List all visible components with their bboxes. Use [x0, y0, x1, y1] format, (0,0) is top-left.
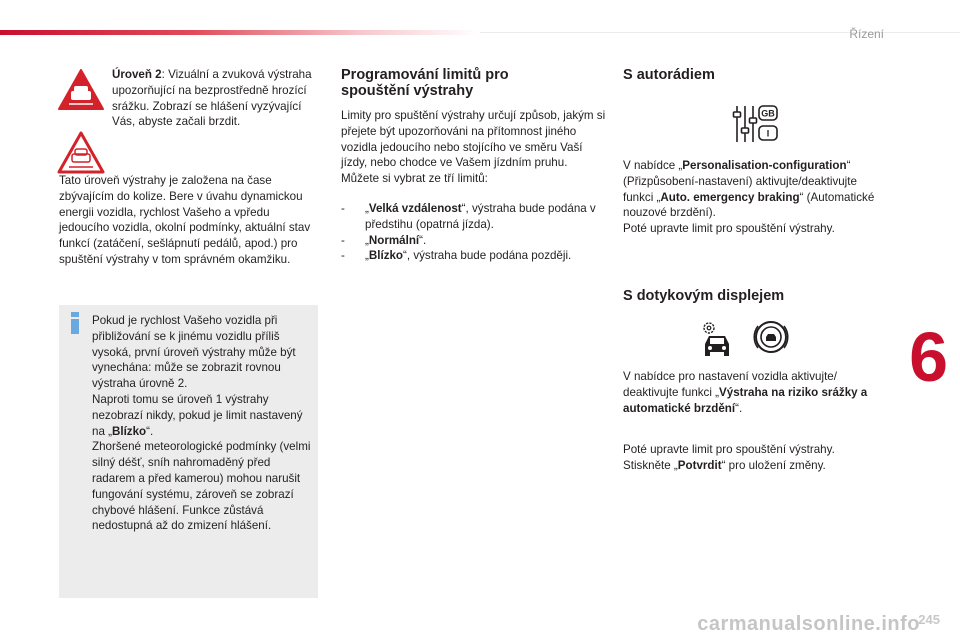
radio-icon-gb-label: GB — [761, 108, 775, 119]
info-box — [59, 305, 318, 598]
info-paragraph-1: Pokud je rychlost Vašeho vozidla při přibližování se k jinému vozidlu příliš vysoká, první úroveň výstrahy může být vynechána: může se zobrazit rovnou výstraha úrovně 2. — [92, 314, 296, 391]
info-text — [92, 313, 316, 534]
option-pre: „ — [365, 249, 369, 263]
section-title: Řízení — [849, 27, 884, 41]
touch-function-name: Výstraha na riziko srážky a automatické brzdění — [623, 385, 868, 415]
option-desc: “, výstraha bude podána v předstihu (opatrná jízda). — [365, 202, 596, 231]
option-desc: “, výstraha bude podána později. — [403, 249, 572, 263]
touch-t5: “ pro uložení změny. — [721, 458, 826, 472]
touchscreen-heading: S dotykovým displejem — [623, 288, 785, 304]
threshold-intro-text: Limity pro spuštění výstrahy určují způsob, jakým si přejete být upozorňováni na přítomnost jiného vozidla jedoucího nebo stojícího ve směru Vaší jízdy, nebo chodce ve Vašem jízdním pruhu. — [341, 109, 606, 170]
threshold-choose-text: Můžete si vybrat ze tří limitů: — [341, 172, 488, 186]
page-number: 245 — [918, 612, 940, 627]
list-item — [341, 233, 613, 249]
threshold-heading: Programování limitů pro spouštění výstrahy — [341, 67, 509, 99]
touch-confirm-text — [623, 458, 888, 474]
list-dash: - — [341, 249, 345, 263]
level2-label: Úroveň 2 — [112, 68, 162, 81]
option-pre: „ — [365, 202, 369, 215]
info-paragraph-2 — [92, 392, 316, 439]
chapter-number: 6 — [909, 318, 948, 396]
info-p2-pre: Naproti tomu se úroveň 1 výstrahy nezobrazí nikdy, pokud je limit nastavený na „ — [92, 392, 303, 438]
info-paragraph-3: Zhoršené meteorologické podmínky (velmi silný déšť, sníh nahromaděný před radarem a před kamerou) mohou narušit fungování systému, zároveň se zobrazí chybové hlášení. Funkce zůstává nedostupná až do zmizení hlášení. — [92, 440, 311, 533]
info-p2-bold: Blízko — [111, 424, 147, 438]
watermark: carmanualsonline.info — [697, 613, 920, 635]
list-dash: - — [341, 233, 345, 247]
radio-t1: V nabídce „ — [623, 159, 683, 172]
radio-menu-text — [623, 158, 888, 221]
list-item — [341, 248, 613, 264]
touch-menu-text — [623, 369, 888, 416]
option-name: Blízko — [368, 249, 404, 263]
confirm-label: Potvrdit — [677, 458, 722, 472]
list-item — [341, 201, 613, 233]
collision-braking-icon — [754, 322, 788, 352]
option-pre: „ — [365, 233, 369, 247]
settings-sliders-icon — [731, 104, 779, 144]
threshold-options — [341, 201, 613, 264]
level2-description — [112, 67, 312, 130]
level2-text: : Vizuální a zvuková výstraha upozorňující na bezprostředně hrozící srážku. Zobrazí se hlášení vyzývající Vás, abyste začali brzdit. — [112, 68, 312, 129]
touch-t4: Stiskněte „ — [623, 458, 678, 472]
radio-t3: “ (Automatické nouzové brzdění). — [623, 190, 875, 220]
radio-menu-name: Personalisation-configuration — [682, 159, 847, 172]
header-divider — [480, 32, 960, 33]
option-desc: “. — [419, 233, 427, 247]
radio-function-name: Auto. emergency braking — [660, 190, 800, 204]
radio-t2: “ (Přizpůsobení-nastavení) aktivujte/deaktivujte funkci „ — [623, 159, 857, 204]
touchscreen-confirm — [623, 442, 888, 474]
touchscreen-instructions — [623, 369, 888, 416]
header-accent-bar — [0, 30, 480, 35]
touchscreen-icons — [700, 320, 790, 358]
car-settings-icon — [704, 323, 729, 356]
option-name: Normální — [368, 233, 420, 247]
radio-heading: S autorádiem — [623, 67, 715, 83]
warning-timing-paragraph: Tato úroveň výstrahy je založena na čase zbývajícím do kolize. Bere v úvahu dynamickou energii vozidla, rychlost Vašeho a vpředu jedoucího vozidla, okolní podmínky, aktuální stav funkcí (zatáčení, sešlápnutí pedálů, apod.) pro spuštění výstrahy v tom správném okamžiku. — [59, 174, 311, 266]
touch-adjust-text: Poté upravte limit pro spouštění výstrahy. — [623, 443, 835, 456]
info-p2-post: “. — [146, 424, 154, 438]
threshold-intro — [341, 108, 611, 187]
radio-icon-i-label: I — [766, 128, 770, 139]
radio-instructions — [623, 158, 888, 237]
touch-t2: “. — [735, 401, 743, 415]
info-icon — [68, 312, 82, 334]
radio-adjust-text: Poté upravte limit pro spouštění výstrahy. — [623, 222, 835, 236]
option-name: Velká vzdálenost — [368, 202, 462, 215]
list-dash: - — [341, 202, 345, 215]
touch-t1: V nabídce pro nastavení vozidla aktivujte/ deaktivujte funkci „ — [623, 370, 837, 399]
collision-warning-outline-icon — [56, 128, 106, 178]
collision-warning-filled-icon — [56, 65, 106, 115]
